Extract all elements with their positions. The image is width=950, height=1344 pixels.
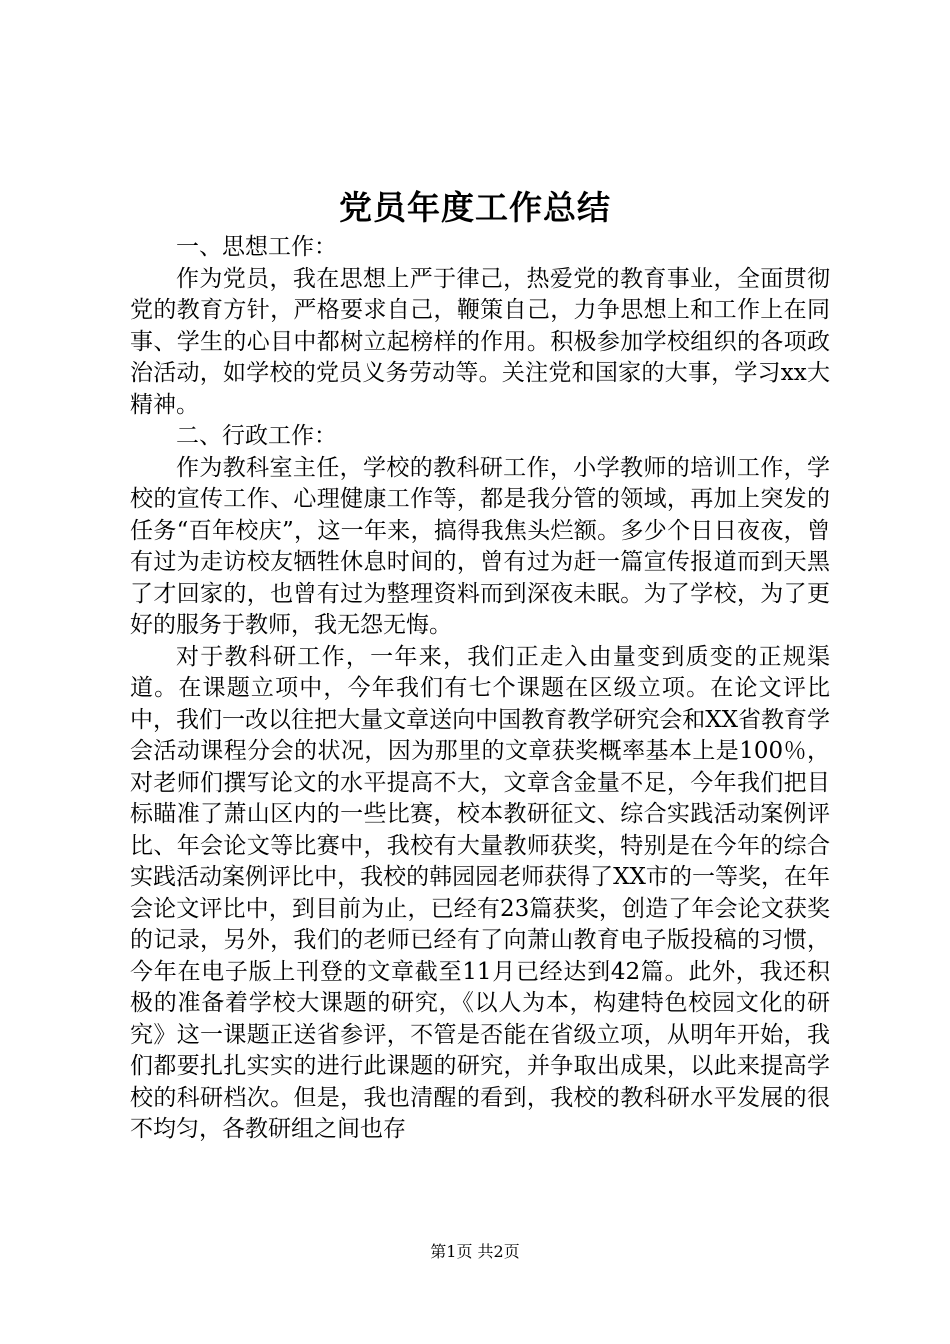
paragraph-research-work: 对于教科研工作，一年来，我们正走入由量变到质变的正规渠道。在课题立项中，今年我们有七个课题在区级立项。在论文评比中，我们一改以往把大量文章送向中国教育教学研究会和XX省教育学会活动课程分会的状况，因为那里的文章获奖概率基本上是100％，对老师们撰写论文的水平提高不大，文章含金量不足，今年我们把目标瞄准了萧山区内的一些比赛，校本教研征文、综合实践活动案例评比、年会论文等比赛中，我校有大量教师获奖，特别是在今年的综合实践活动案例评比中，我校的韩园园老师获得了XX市的一等奖，在年会论文评比中，到目前为止，已经有23篇获奖，创造了年会论文获奖的记录，另外，我们的老师已经有了向萧山教育电子版投稿的习惯，今年在电子版上刊登的文章截至11月已经达到42篇。此外，我还积极的准备着学校大课题的研究，《以人为本，构建特色校园文化的研究》这一课题正送省参评，不管是否能在省级立项，从明年开始，我们都要扎扎实实的进行此课题的研究，并争取出成果，以此来提高学校的科研档次。但是，我也清醒的看到，我校的教科研水平发展的很不均匀，各教研组之间也存 [130, 643, 830, 1142]
paragraph-admin-work: 作为教科室主任，学校的教科研工作，小学教师的培训工作，学校的宣传工作、心理健康工作等，都是我分管的领域，再加上突发的任务“百年校庆”，这一年来，搞得我焦头烂额。多少个日日夜夜，曾有过为走访校友牺牲休息时间的，曾有过为赶一篇宣传报道而到天黑了才回家的，也曾有过为整理资料而到深夜未眠。为了学校，为了更好的服务于教师，我无怨无悔。 [130, 454, 830, 638]
document-body [130, 232, 830, 1146]
section-heading-thought: 一、思想工作： [176, 234, 337, 260]
section-heading-admin: 二、行政工作： [176, 423, 337, 449]
paragraph-thought-work: 作为党员，我在思想上严于律己，热爱党的教育事业，全面贯彻党的教育方针，严格要求自己，鞭策自己，力争思想上和工作上在同事、学生的心目中都树立起榜样的作用。积极参加学校组织的各项政治活动，如学校的党员义务劳动等。关注党和国家的大事，学习xx大精神。 [130, 265, 830, 418]
document-title: 党员年度工作总结 [339, 188, 611, 227]
page-footer: 第1页 共2页 [430, 1242, 520, 1261]
